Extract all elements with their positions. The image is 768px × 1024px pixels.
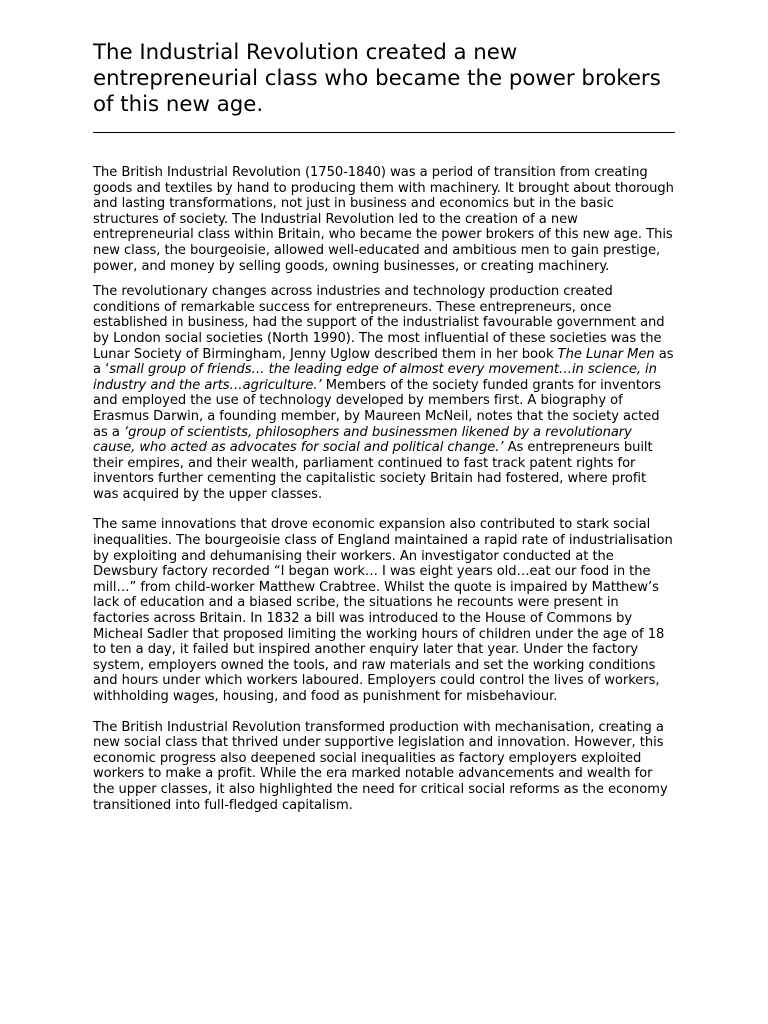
document-body bbox=[93, 165, 675, 813]
document-page bbox=[93, 40, 675, 813]
book-title: The Lunar Men bbox=[557, 346, 655, 362]
quotation: small group of friends… the leading edge of almost every movement…in science, in industry and the arts…agriculture.’ bbox=[93, 362, 657, 393]
paragraph-text: As entrepreneurs built their empires, and their wealth, parliament continued to fast track patent rights for inventors further cementing the capitalistic society Britain had fostered, where profit was acquired by the upper classes. bbox=[93, 440, 653, 502]
quotation: ‘group of scientists, philosophers and businessmen likened by a revolutionary cause, who acted as advocates for social and political change.’ bbox=[93, 424, 632, 456]
paragraph-inequalities: The same innovations that drove economic expansion also contributed to stark social inequalities. The bourgeoisie class of England maintained a rapid rate of industrialisation by exploiting and dehumanising their workers. An investigator conducted at the Dewsbury factory recorded “I began work… I was eight years old…eat our food in the mill…” from child-worker Matthew Crabtree. Whilst the quote is impaired by Matthew’s lack of education and a biased scribe, the situations he recounts were present in factories across Britain. In 1832 a bill was introduced to the House of Commons by Micheal Sadler that proposed limiting the working hours of children under the age of 18 to ten a day, it failed but inspired another enquiry later that year. Under the factory system, employers owned the tools, and raw materials and set the working conditions and hours under which workers laboured. Employers could control the lives of workers, withholding wages, housing, and food as punishment for misbehaviour. bbox=[93, 517, 673, 704]
title-divider bbox=[93, 132, 675, 133]
paragraph-introduction: The British Industrial Revolution (1750-1840) was a period of transition from creating goods and textiles by hand to producing them with machinery. It brought about thorough and lasting transformations, not just in business and economics but in the basic structures of society. The Industrial Revolution led to the creation of a new entrepreneurial class within Britain, who became the power brokers of this new age. This new class, the bourgeoisie, allowed well-educated and ambitious men to gain prestige, power, and money by selling goods, owning businesses, or creating machinery. bbox=[93, 165, 674, 274]
paragraph-text: The revolutionary changes across industries and technology production created conditions of remarkable success for entrepreneurs. These entrepreneurs, once established in business, had the support of the industrialist favourable government and by London social societies (North 1990). The most influential of these societies was the Lunar Society of Birmingham, Jenny Uglow described them in her book bbox=[93, 284, 665, 362]
paragraph-text: Members of the society funded grants for inventors and employed the use of technology developed by members first. A biography of Erasmus Darwin, a founding member, by Maureen McNeil, notes that the society acted as a bbox=[93, 377, 662, 440]
paragraph-conclusion: The British Industrial Revolution transformed production with mechanisation, creating a new social class that thrived under supportive legislation and innovation. However, this economic progress also deepened social inequalities as factory employers exploited workers to make a profit. While the era marked notable advancements and wealth for the upper classes, it also highlighted the need for critical social reforms as the economy transitioned into full-fledged capitalism. bbox=[93, 719, 668, 813]
paragraph-text: as a ‘ bbox=[93, 346, 674, 378]
document-title: The Industrial Revolution created a new entrepreneurial class who became the power brokers of this new age. bbox=[93, 40, 661, 117]
paragraph-entrepreneurs bbox=[93, 284, 675, 502]
